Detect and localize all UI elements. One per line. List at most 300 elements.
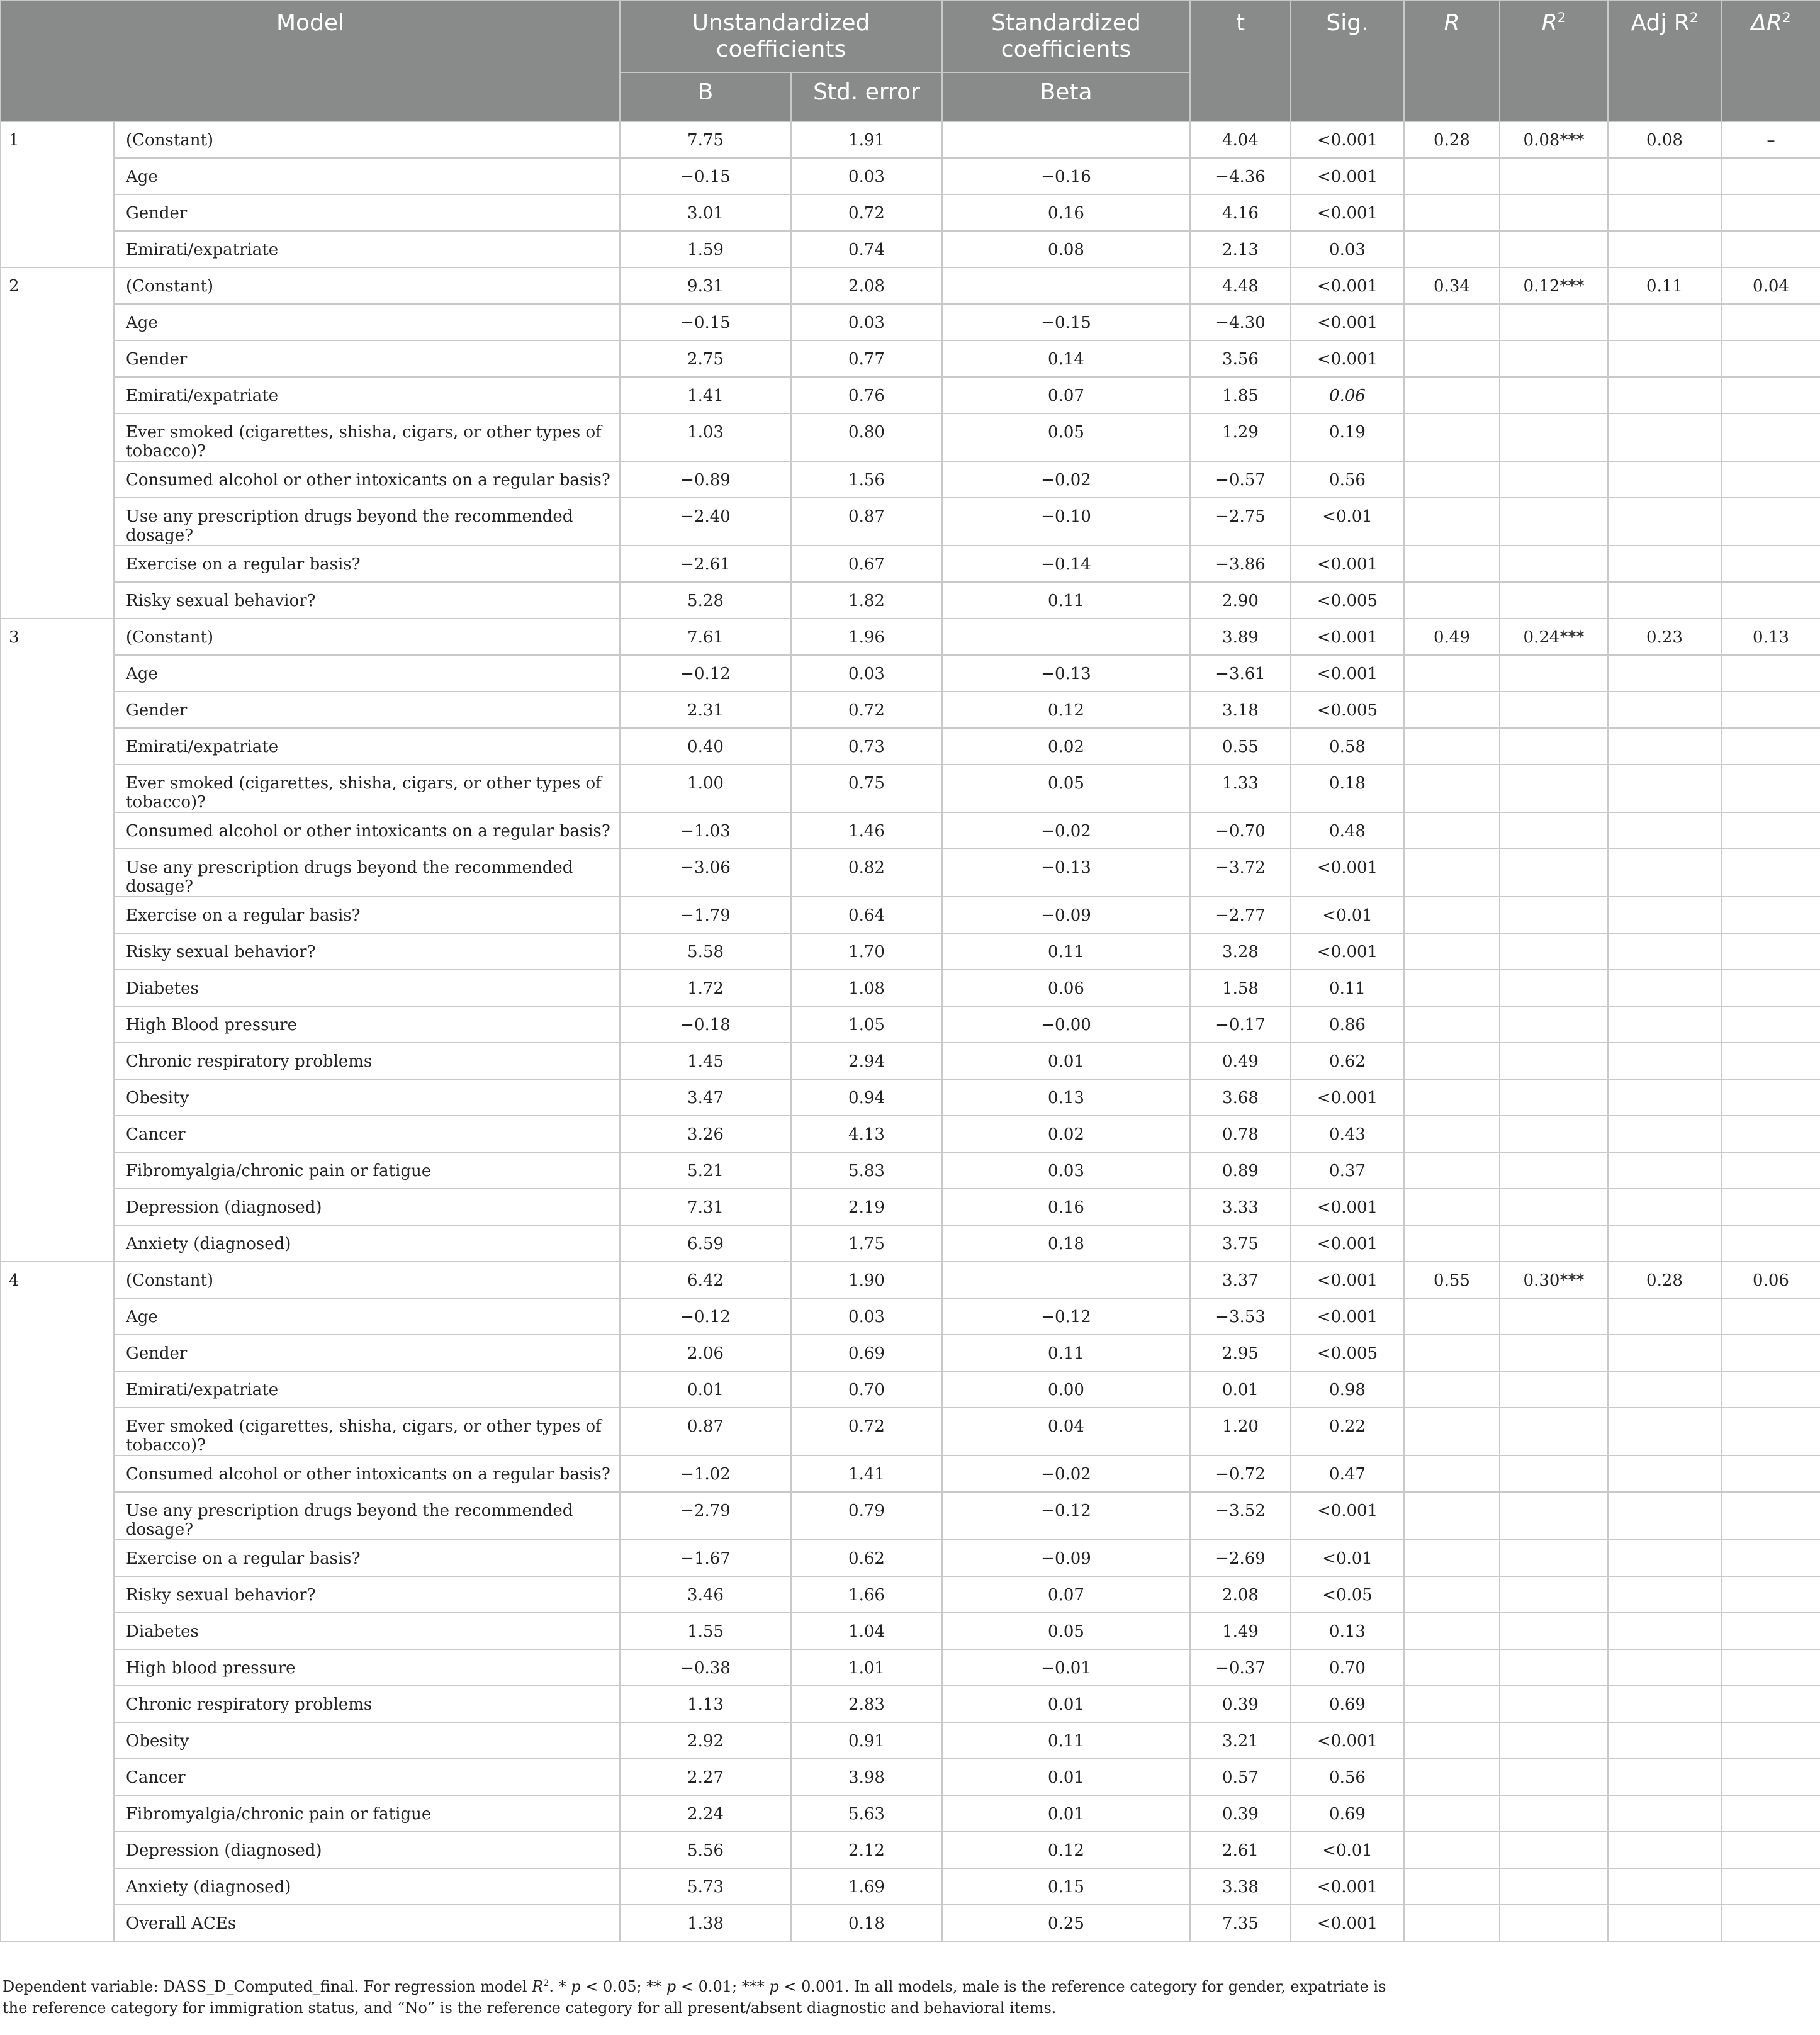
cell-dr2 [1721, 582, 1820, 619]
cell-sig: <0.005 [1291, 1335, 1404, 1371]
variable-name: Chronic respiratory problems [114, 1043, 620, 1079]
table-row [1, 812, 1820, 849]
cell-r [1404, 1189, 1500, 1225]
cell-r [1404, 692, 1500, 728]
cell-r2 [1500, 377, 1608, 413]
cell-sig: 0.18 [1291, 765, 1404, 812]
cell-b: −2.40 [620, 498, 791, 546]
cell-dr2: 0.13 [1721, 619, 1820, 655]
model-number: 1 [1, 121, 114, 267]
cell-adj: 0.11 [1608, 267, 1721, 304]
cell-sig: 0.48 [1291, 812, 1404, 849]
cell-t: 0.55 [1190, 728, 1291, 765]
cell-dr2 [1721, 194, 1820, 231]
cell-r2 [1500, 1649, 1608, 1686]
cell-r2 [1500, 1043, 1608, 1079]
cell-dr2 [1721, 304, 1820, 340]
table-row [1, 1371, 1820, 1408]
cell-beta: 0.05 [942, 1613, 1190, 1649]
cell-r [1404, 1006, 1500, 1043]
cell-beta: −0.02 [942, 812, 1190, 849]
cell-b: −0.18 [620, 1006, 791, 1043]
cell-t: 3.37 [1190, 1262, 1291, 1298]
table-row [1, 1613, 1820, 1649]
cell-sig: <0.01 [1291, 1540, 1404, 1576]
cell-adj [1608, 1455, 1721, 1492]
cell-beta: 0.05 [942, 765, 1190, 812]
cell-beta: −0.12 [942, 1492, 1190, 1540]
cell-beta [942, 121, 1190, 158]
variable-name: Obesity [114, 1079, 620, 1116]
cell-t: −3.72 [1190, 849, 1291, 897]
cell-adj [1608, 970, 1721, 1006]
cell-sig: <0.001 [1291, 849, 1404, 897]
cell-se: 0.77 [791, 340, 942, 377]
cell-adj [1608, 1079, 1721, 1116]
variable-name: High blood pressure [114, 1649, 620, 1686]
cell-r2 [1500, 1759, 1608, 1795]
cell-r [1404, 897, 1500, 933]
cell-b: −2.79 [620, 1492, 791, 1540]
cell-adj [1608, 812, 1721, 849]
cell-dr2 [1721, 1759, 1820, 1795]
cell-sig: <0.001 [1291, 1079, 1404, 1116]
cell-r [1404, 1649, 1500, 1686]
table-row [1, 1868, 1820, 1905]
cell-beta: 0.03 [942, 1152, 1190, 1189]
variable-name: Cancer [114, 1759, 620, 1795]
cell-b: 2.75 [620, 340, 791, 377]
cell-t: 0.57 [1190, 1759, 1291, 1795]
cell-se: 0.94 [791, 1079, 942, 1116]
table-row [1, 1832, 1820, 1868]
cell-se: 0.64 [791, 897, 942, 933]
cell-adj [1608, 692, 1721, 728]
cell-t: 3.21 [1190, 1722, 1291, 1759]
cell-t: 4.04 [1190, 121, 1291, 158]
cell-dr2 [1721, 1832, 1820, 1868]
cell-dr2 [1721, 970, 1820, 1006]
table-row [1, 267, 1820, 304]
cell-b: 5.56 [620, 1832, 791, 1868]
cell-b: 3.46 [620, 1576, 791, 1613]
cell-sig: 0.56 [1291, 461, 1404, 498]
cell-r2 [1500, 1722, 1608, 1759]
table-row [1, 582, 1820, 619]
cell-adj [1608, 1759, 1721, 1795]
cell-sig: 0.13 [1291, 1613, 1404, 1649]
cell-se: 1.01 [791, 1649, 942, 1686]
cell-t: 3.18 [1190, 692, 1291, 728]
cell-r2 [1500, 1540, 1608, 1576]
variable-name: Ever smoked (cigarettes, shisha, cigars, or other types of tobacco)? [114, 765, 620, 812]
cell-r2 [1500, 582, 1608, 619]
cell-r: 0.49 [1404, 619, 1500, 655]
cell-dr2 [1721, 1686, 1820, 1722]
cell-r [1404, 413, 1500, 461]
cell-se: 0.79 [791, 1492, 942, 1540]
cell-t: 7.35 [1190, 1905, 1291, 1941]
table-row [1, 1576, 1820, 1613]
cell-t: 2.95 [1190, 1335, 1291, 1371]
variable-name: Age [114, 1298, 620, 1335]
cell-se: 1.41 [791, 1455, 942, 1492]
cell-r [1404, 1868, 1500, 1905]
cell-r: 0.34 [1404, 267, 1500, 304]
cell-r [1404, 1152, 1500, 1189]
variable-name: Gender [114, 194, 620, 231]
cell-t: 3.68 [1190, 1079, 1291, 1116]
cell-sig: <0.001 [1291, 1868, 1404, 1905]
variable-name: High Blood pressure [114, 1006, 620, 1043]
cell-b: 1.72 [620, 970, 791, 1006]
cell-r2: 0.12*** [1500, 267, 1608, 304]
cell-t: 1.49 [1190, 1613, 1291, 1649]
cell-se: 1.08 [791, 970, 942, 1006]
cell-t: 0.78 [1190, 1116, 1291, 1152]
cell-t: 1.33 [1190, 765, 1291, 812]
cell-b: −0.12 [620, 1298, 791, 1335]
cell-dr2 [1721, 231, 1820, 267]
cell-b: −3.06 [620, 849, 791, 897]
cell-sig: 0.22 [1291, 1408, 1404, 1455]
table-row [1, 194, 1820, 231]
cell-r [1404, 582, 1500, 619]
cell-sig: 0.69 [1291, 1686, 1404, 1722]
cell-adj [1608, 1492, 1721, 1540]
cell-dr2 [1721, 1408, 1820, 1455]
variable-name: Use any prescription drugs beyond the recommended dosage? [114, 498, 620, 546]
cell-r2 [1500, 1832, 1608, 1868]
cell-adj [1608, 1408, 1721, 1455]
table-row [1, 158, 1820, 194]
cell-adj [1608, 304, 1721, 340]
cell-adj [1608, 340, 1721, 377]
cell-dr2 [1721, 1189, 1820, 1225]
cell-beta: −0.00 [942, 1006, 1190, 1043]
cell-sig: <0.005 [1291, 692, 1404, 728]
cell-r2 [1500, 304, 1608, 340]
variable-name: Consumed alcohol or other intoxicants on a regular basis? [114, 812, 620, 849]
cell-r [1404, 1298, 1500, 1335]
cell-b: 6.59 [620, 1225, 791, 1262]
cell-adj: 0.28 [1608, 1262, 1721, 1298]
cell-dr2 [1721, 1576, 1820, 1613]
header-standardized: Standardized coefficients [942, 1, 1190, 72]
variable-name: Exercise on a regular basis? [114, 1540, 620, 1576]
cell-r2 [1500, 933, 1608, 970]
header-r-squared: $R^2$ [1500, 1, 1608, 121]
cell-r2 [1500, 1189, 1608, 1225]
variable-name: Emirati/expatriate [114, 728, 620, 765]
cell-se: 0.69 [791, 1335, 942, 1371]
table-body [1, 121, 1820, 1941]
cell-sig: 0.47 [1291, 1455, 1404, 1492]
cell-sig: 0.56 [1291, 1759, 1404, 1795]
cell-se: 0.03 [791, 304, 942, 340]
table-row [1, 728, 1820, 765]
cell-sig: <0.001 [1291, 619, 1404, 655]
cell-b: 3.01 [620, 194, 791, 231]
cell-beta: −0.10 [942, 498, 1190, 546]
cell-sig: 0.86 [1291, 1006, 1404, 1043]
header-unstandardized: Unstandardized coefficients [620, 1, 942, 72]
cell-dr2 [1721, 1335, 1820, 1371]
table-row [1, 765, 1820, 812]
cell-dr2 [1721, 1152, 1820, 1189]
cell-se: 1.05 [791, 1006, 942, 1043]
cell-r2 [1500, 1371, 1608, 1408]
cell-r2 [1500, 1152, 1608, 1189]
cell-b: 1.41 [620, 377, 791, 413]
cell-b: 5.73 [620, 1868, 791, 1905]
cell-dr2 [1721, 158, 1820, 194]
cell-b: 7.75 [620, 121, 791, 158]
cell-b: 1.59 [620, 231, 791, 267]
cell-adj [1608, 1540, 1721, 1576]
cell-dr2 [1721, 1722, 1820, 1759]
cell-r [1404, 304, 1500, 340]
cell-dr2 [1721, 498, 1820, 546]
variable-name: Emirati/expatriate [114, 1371, 620, 1408]
cell-beta: 0.18 [942, 1225, 1190, 1262]
cell-adj [1608, 1905, 1721, 1941]
cell-dr2 [1721, 1540, 1820, 1576]
cell-dr2 [1721, 1492, 1820, 1540]
cell-r [1404, 1225, 1500, 1262]
variable-name: (Constant) [114, 267, 620, 304]
cell-adj [1608, 1298, 1721, 1335]
variable-name: (Constant) [114, 121, 620, 158]
cell-se: 0.75 [791, 765, 942, 812]
cell-se: 0.72 [791, 692, 942, 728]
cell-sig: <0.01 [1291, 897, 1404, 933]
table-row [1, 498, 1820, 546]
variable-name: Age [114, 304, 620, 340]
cell-t: −0.17 [1190, 1006, 1291, 1043]
cell-sig: <0.001 [1291, 121, 1404, 158]
table-row [1, 655, 1820, 692]
cell-b: −0.15 [620, 158, 791, 194]
table-row [1, 377, 1820, 413]
table-row [1, 1298, 1820, 1335]
table-row [1, 413, 1820, 461]
table-row [1, 231, 1820, 267]
cell-se: 5.83 [791, 1152, 942, 1189]
cell-r2 [1500, 1492, 1608, 1540]
cell-beta: 0.25 [942, 1905, 1190, 1941]
cell-beta: 0.01 [942, 1686, 1190, 1722]
variable-name: Fibromyalgia/chronic pain or fatigue [114, 1152, 620, 1189]
cell-adj [1608, 546, 1721, 582]
cell-b: −0.89 [620, 461, 791, 498]
cell-se: 1.46 [791, 812, 942, 849]
cell-r2 [1500, 158, 1608, 194]
cell-dr2 [1721, 413, 1820, 461]
cell-beta: 0.07 [942, 1576, 1190, 1613]
cell-se: 1.75 [791, 1225, 942, 1262]
variable-name: Emirati/expatriate [114, 377, 620, 413]
cell-beta: 0.01 [942, 1043, 1190, 1079]
table-row [1, 461, 1820, 498]
cell-sig: <0.001 [1291, 1492, 1404, 1540]
cell-r2 [1500, 413, 1608, 461]
cell-beta: 0.01 [942, 1759, 1190, 1795]
cell-r2 [1500, 655, 1608, 692]
cell-b: 5.58 [620, 933, 791, 970]
cell-b: 9.31 [620, 267, 791, 304]
cell-sig: 0.69 [1291, 1795, 1404, 1832]
table-row [1, 933, 1820, 970]
cell-r2 [1500, 498, 1608, 546]
cell-beta: 0.16 [942, 194, 1190, 231]
header-model: Model [1, 1, 620, 121]
model-number: 2 [1, 267, 114, 619]
cell-beta: −0.01 [942, 1649, 1190, 1686]
table-header [1, 1, 1820, 121]
cell-dr2 [1721, 933, 1820, 970]
cell-beta: −0.09 [942, 897, 1190, 933]
cell-sig: <0.001 [1291, 267, 1404, 304]
cell-t: 3.33 [1190, 1189, 1291, 1225]
cell-r [1404, 377, 1500, 413]
cell-sig: <0.001 [1291, 1262, 1404, 1298]
cell-t: 0.39 [1190, 1686, 1291, 1722]
table-row [1, 1455, 1820, 1492]
cell-r2 [1500, 1079, 1608, 1116]
cell-t: −0.37 [1190, 1649, 1291, 1686]
table-row [1, 1189, 1820, 1225]
cell-b: −1.03 [620, 812, 791, 849]
cell-r [1404, 812, 1500, 849]
cell-adj [1608, 1006, 1721, 1043]
cell-b: −1.02 [620, 1455, 791, 1492]
cell-t: −3.53 [1190, 1298, 1291, 1335]
cell-t: 4.48 [1190, 267, 1291, 304]
cell-adj [1608, 461, 1721, 498]
cell-dr2 [1721, 692, 1820, 728]
cell-r [1404, 340, 1500, 377]
cell-r2 [1500, 1795, 1608, 1832]
cell-t: 0.39 [1190, 1795, 1291, 1832]
cell-r [1404, 546, 1500, 582]
cell-se: 0.62 [791, 1540, 942, 1576]
cell-sig: <0.001 [1291, 546, 1404, 582]
cell-t: 2.13 [1190, 231, 1291, 267]
cell-dr2 [1721, 1795, 1820, 1832]
cell-r2 [1500, 1576, 1608, 1613]
cell-adj [1608, 728, 1721, 765]
cell-b: 1.38 [620, 1905, 791, 1941]
cell-se: 0.03 [791, 1298, 942, 1335]
table-row [1, 970, 1820, 1006]
cell-r [1404, 970, 1500, 1006]
table-row [1, 546, 1820, 582]
cell-se: 0.03 [791, 655, 942, 692]
cell-sig: 0.62 [1291, 1043, 1404, 1079]
table-row [1, 1043, 1820, 1079]
cell-beta: −0.16 [942, 158, 1190, 194]
cell-dr2 [1721, 765, 1820, 812]
cell-beta: 0.11 [942, 1335, 1190, 1371]
table-row [1, 1262, 1820, 1298]
cell-beta: 0.02 [942, 1116, 1190, 1152]
variable-name: (Constant) [114, 1262, 620, 1298]
cell-r2 [1500, 1868, 1608, 1905]
cell-r [1404, 1613, 1500, 1649]
cell-se: 0.80 [791, 413, 942, 461]
header-beta: Beta [942, 72, 1190, 121]
cell-t: 3.56 [1190, 340, 1291, 377]
cell-b: 2.06 [620, 1335, 791, 1371]
cell-beta: −0.12 [942, 1298, 1190, 1335]
cell-se: 0.18 [791, 1905, 942, 1941]
cell-sig: 0.03 [1291, 231, 1404, 267]
cell-r2: 0.30*** [1500, 1262, 1608, 1298]
cell-t: 3.75 [1190, 1225, 1291, 1262]
cell-adj [1608, 158, 1721, 194]
cell-beta: 0.05 [942, 413, 1190, 461]
table-row [1, 1905, 1820, 1941]
cell-adj [1608, 1868, 1721, 1905]
cell-dr2: 0.06 [1721, 1262, 1820, 1298]
variable-name: Cancer [114, 1116, 620, 1152]
cell-b: 3.26 [620, 1116, 791, 1152]
cell-adj [1608, 897, 1721, 933]
cell-r [1404, 1540, 1500, 1576]
cell-r [1404, 849, 1500, 897]
table-row [1, 1686, 1820, 1722]
cell-r [1404, 765, 1500, 812]
variable-name: Anxiety (diagnosed) [114, 1868, 620, 1905]
model-number: 3 [1, 619, 114, 1262]
cell-adj [1608, 1371, 1721, 1408]
cell-b: 1.00 [620, 765, 791, 812]
cell-r [1404, 1116, 1500, 1152]
cell-se: 0.74 [791, 231, 942, 267]
cell-r [1404, 1795, 1500, 1832]
cell-b: 1.13 [620, 1686, 791, 1722]
cell-se: 4.13 [791, 1116, 942, 1152]
variable-name: Use any prescription drugs beyond the recommended dosage? [114, 849, 620, 897]
cell-t: 1.85 [1190, 377, 1291, 413]
cell-beta: 0.11 [942, 582, 1190, 619]
cell-beta: −0.15 [942, 304, 1190, 340]
cell-r2: 0.08*** [1500, 121, 1608, 158]
table-row [1, 304, 1820, 340]
cell-beta: 0.13 [942, 1079, 1190, 1116]
cell-se: 1.66 [791, 1576, 942, 1613]
cell-beta: 0.11 [942, 933, 1190, 970]
cell-r [1404, 1905, 1500, 1941]
table-row [1, 1540, 1820, 1576]
cell-se: 2.19 [791, 1189, 942, 1225]
cell-se: 1.90 [791, 1262, 942, 1298]
cell-b: 5.21 [620, 1152, 791, 1189]
cell-dr2 [1721, 1868, 1820, 1905]
variable-name: Age [114, 158, 620, 194]
cell-t: −3.61 [1190, 655, 1291, 692]
cell-r [1404, 231, 1500, 267]
variable-name: Risky sexual behavior? [114, 1576, 620, 1613]
table-row [1, 1759, 1820, 1795]
cell-dr2 [1721, 461, 1820, 498]
cell-se: 1.56 [791, 461, 942, 498]
cell-r2 [1500, 897, 1608, 933]
cell-t: −2.77 [1190, 897, 1291, 933]
cell-sig: <0.001 [1291, 933, 1404, 970]
cell-r2 [1500, 1298, 1608, 1335]
